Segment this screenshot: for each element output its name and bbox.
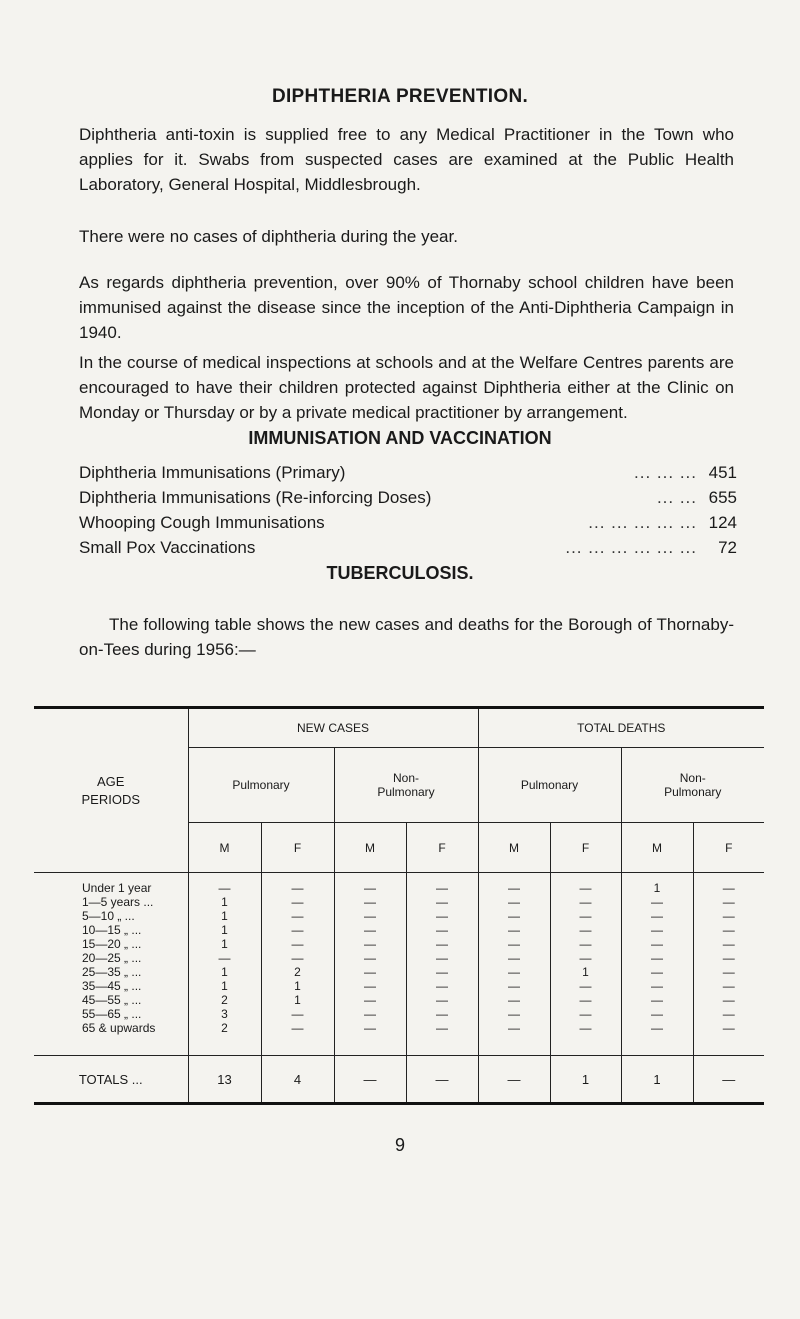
table-row bbox=[34, 873, 764, 896]
sex-header-m: M bbox=[621, 823, 693, 873]
count-cell: 1 bbox=[188, 937, 261, 951]
new-pulmonary-header: Pulmonary bbox=[188, 748, 334, 823]
count-cell: 3 bbox=[188, 1007, 261, 1021]
count-cell: — bbox=[722, 951, 735, 965]
table-totals-row bbox=[34, 1056, 764, 1104]
count-cell: — bbox=[261, 895, 334, 909]
count-cell: — bbox=[406, 895, 478, 909]
count-cell: — bbox=[261, 1007, 334, 1021]
table-row bbox=[34, 965, 764, 979]
count-cell: — bbox=[722, 909, 735, 923]
total-cell: 13 bbox=[188, 1056, 261, 1104]
count-cell: — bbox=[334, 895, 406, 909]
table-header-row bbox=[34, 708, 764, 748]
immunisation-list bbox=[79, 460, 737, 560]
table-row bbox=[34, 1007, 764, 1021]
table-row bbox=[34, 951, 764, 965]
sex-header-f: F bbox=[406, 823, 478, 873]
totals-label: TOTALS ... bbox=[34, 1056, 188, 1104]
immunisation-label: Diphtheria Immunisations (Re-inforcing Doses) bbox=[79, 488, 432, 507]
leader-dots: ... ... ... ... ... bbox=[588, 513, 697, 532]
total-cell: 4 bbox=[261, 1056, 334, 1104]
count-cell: — bbox=[406, 993, 478, 1007]
leader-dots: ... ... ... bbox=[634, 463, 697, 482]
leader-dots: ... ... ... ... ... ... bbox=[565, 538, 697, 557]
count-cell: — bbox=[406, 951, 478, 965]
count-cell: — bbox=[722, 965, 735, 979]
count-cell: 1 bbox=[188, 909, 261, 923]
count-cell: — bbox=[261, 937, 334, 951]
total-deaths-header: TOTAL DEATHS bbox=[478, 708, 764, 748]
total-cell: — bbox=[406, 1056, 478, 1104]
count-cell: — bbox=[188, 873, 261, 896]
immunisation-value: 124 bbox=[708, 513, 737, 532]
count-cell: — bbox=[334, 937, 406, 951]
count-cell: — bbox=[406, 979, 478, 993]
count-cell: — bbox=[621, 1007, 693, 1021]
paragraph-no-cases: There were no cases of diphtheria during the year. bbox=[79, 227, 458, 246]
count-cell: — bbox=[722, 979, 735, 993]
count-cell: — bbox=[334, 1007, 406, 1021]
count-cell: — bbox=[550, 937, 621, 951]
heading-tuberculosis: TUBERCULOSIS. bbox=[326, 563, 474, 583]
immunisation-label: Whooping Cough Immunisations bbox=[79, 513, 325, 532]
total-cell: — bbox=[693, 1056, 764, 1104]
sex-header-f: F bbox=[693, 823, 764, 873]
immunisation-label: Small Pox Vaccinations bbox=[79, 538, 256, 557]
count-cell: — bbox=[722, 937, 735, 951]
total-cell: 1 bbox=[621, 1056, 693, 1104]
age-period-cell: 15—20 „ ... bbox=[34, 937, 188, 951]
count-cell: — bbox=[406, 1007, 478, 1021]
non-pulmonary-line2: Pulmonary bbox=[664, 785, 722, 799]
table-body bbox=[34, 873, 764, 1056]
total-cell: 1 bbox=[550, 1056, 621, 1104]
count-cell: — bbox=[406, 937, 478, 951]
count-cell: — bbox=[621, 909, 693, 923]
count-cell: — bbox=[406, 1021, 478, 1056]
age-periods-header bbox=[34, 708, 188, 873]
count-cell: 1 bbox=[550, 965, 621, 979]
count-cell: — bbox=[478, 979, 550, 993]
count-cell: — bbox=[261, 873, 334, 896]
age-period-cell: 10—15 „ ... bbox=[34, 923, 188, 937]
table-row bbox=[34, 895, 764, 909]
count-cell: 1 bbox=[188, 923, 261, 937]
immunisation-value: 72 bbox=[718, 538, 737, 557]
count-cell: — bbox=[188, 951, 261, 965]
count-cell: 1 bbox=[188, 965, 261, 979]
count-cell: — bbox=[406, 965, 478, 979]
count-cell: — bbox=[722, 923, 735, 937]
count-cell: 2 bbox=[188, 993, 261, 1007]
paragraph-antitoxin: Diphtheria anti-toxin is supplied free to any Medical Practitioner in the Town who applies for it. Swabs from suspected cases are examined at the Public Health Laboratory, General Hospital, Middlesbrough. bbox=[79, 125, 734, 194]
count-cell: — bbox=[550, 993, 621, 1007]
count-cell: — bbox=[261, 909, 334, 923]
table-row bbox=[34, 923, 764, 937]
age-period-cell: 5—10 „ ... bbox=[34, 909, 188, 923]
count-cell: — bbox=[722, 1021, 735, 1035]
table-row bbox=[34, 993, 764, 1007]
age-period-cell: 25—35 „ ... bbox=[34, 965, 188, 979]
count-cell: — bbox=[478, 895, 550, 909]
table-row bbox=[34, 937, 764, 951]
sex-header-m: M bbox=[478, 823, 550, 873]
non-pulmonary-line1: Non- bbox=[392, 771, 419, 785]
count-cell: — bbox=[722, 881, 735, 895]
new-cases-header: NEW CASES bbox=[188, 708, 478, 748]
age-period-cell: 1—5 years ... bbox=[34, 895, 188, 909]
age-period-cell: 45—55 „ ... bbox=[34, 993, 188, 1007]
count-cell: — bbox=[478, 923, 550, 937]
sex-header-f: F bbox=[261, 823, 334, 873]
age-period-cell: Under 1 year bbox=[34, 873, 188, 896]
count-cell: — bbox=[550, 909, 621, 923]
count-cell: — bbox=[550, 873, 621, 896]
count-cell: — bbox=[334, 979, 406, 993]
count-cell: — bbox=[334, 909, 406, 923]
count-cell: — bbox=[334, 923, 406, 937]
count-cell: — bbox=[722, 1007, 735, 1021]
count-cell: — bbox=[478, 873, 550, 896]
count-cell: — bbox=[334, 993, 406, 1007]
non-pulmonary-line2: Pulmonary bbox=[377, 785, 435, 799]
count-cell: — bbox=[550, 1007, 621, 1021]
count-cell: — bbox=[722, 993, 735, 1007]
count-cell: — bbox=[478, 1021, 550, 1056]
heading-immunisation: IMMUNISATION AND VACCINATION bbox=[248, 428, 552, 448]
immunisation-value: 655 bbox=[708, 488, 737, 507]
table-row bbox=[34, 909, 764, 923]
count-cell: — bbox=[621, 923, 693, 937]
count-cell: — bbox=[334, 965, 406, 979]
sex-header-m: M bbox=[334, 823, 406, 873]
count-cell: — bbox=[621, 1021, 693, 1056]
deaths-pulmonary-header: Pulmonary bbox=[478, 748, 621, 823]
heading-diphtheria-prevention: DIPHTHERIA PREVENTION. bbox=[271, 86, 529, 107]
immunisation-label: Diphtheria Immunisations (Primary) bbox=[79, 463, 346, 482]
count-cell: — bbox=[478, 993, 550, 1007]
sex-header-m: M bbox=[188, 823, 261, 873]
page-number: 9 bbox=[394, 1135, 405, 1155]
age-period-cell: 20—25 „ ... bbox=[34, 951, 188, 965]
immunisation-row bbox=[79, 485, 737, 510]
count-cell: 2 bbox=[261, 965, 334, 979]
sex-header-f: F bbox=[550, 823, 621, 873]
count-cell: — bbox=[550, 951, 621, 965]
immunisation-value: 451 bbox=[708, 463, 737, 482]
new-non-pulmonary-header bbox=[334, 748, 478, 823]
immunisation-row bbox=[79, 510, 737, 535]
immunisation-row bbox=[79, 535, 737, 560]
deaths-non-pulmonary-header bbox=[621, 748, 764, 823]
count-cell: 1 bbox=[261, 993, 334, 1007]
count-cell: — bbox=[478, 909, 550, 923]
count-cell: — bbox=[406, 909, 478, 923]
paragraph-prevention: As regards diphtheria prevention, over 90% of Thornaby school children have been immunised against the disease since the inception of the Anti-Diphtheria Campaign in 1940. bbox=[79, 273, 734, 342]
count-cell: — bbox=[478, 1007, 550, 1021]
count-cell: — bbox=[621, 951, 693, 965]
age-period-cell: 65 & upwards bbox=[34, 1021, 188, 1056]
count-cell: — bbox=[406, 923, 478, 937]
non-pulmonary-line1: Non- bbox=[679, 771, 706, 785]
immunisation-row bbox=[79, 460, 737, 485]
table-row bbox=[34, 1021, 764, 1056]
total-cell: — bbox=[334, 1056, 406, 1104]
count-cell: — bbox=[478, 951, 550, 965]
count-cell: — bbox=[550, 979, 621, 993]
leader-dots: ... ... bbox=[656, 488, 697, 507]
age-header-line1: AGE bbox=[97, 773, 125, 789]
count-cell: 1 bbox=[621, 873, 693, 896]
count-cell: — bbox=[621, 937, 693, 951]
count-cell: — bbox=[478, 937, 550, 951]
count-cell: — bbox=[621, 993, 693, 1007]
table-row bbox=[34, 979, 764, 993]
count-cell: — bbox=[550, 923, 621, 937]
count-cell: 1 bbox=[261, 979, 334, 993]
count-cell: — bbox=[550, 895, 621, 909]
age-period-cell: 55—65 „ ... bbox=[34, 1007, 188, 1021]
count-cell: — bbox=[261, 923, 334, 937]
tuberculosis-table bbox=[34, 706, 764, 1105]
paragraph-inspections: In the course of medical inspections at schools and at the Welfare Centres parents are encouraged to have their children protected against Diphtheria either at the Clinic on Monday or Thursday or by a private medical practitioner by arrangement. bbox=[79, 353, 734, 422]
count-cell: — bbox=[261, 1021, 334, 1056]
count-cell: — bbox=[406, 873, 478, 896]
count-cell: — bbox=[334, 951, 406, 965]
count-cell: — bbox=[550, 1021, 621, 1056]
age-header-line2: PERIODS bbox=[81, 791, 140, 807]
count-cell: — bbox=[478, 965, 550, 979]
count-cell: 1 bbox=[188, 979, 261, 993]
count-cell: — bbox=[621, 895, 693, 909]
paragraph-table-intro: The following table shows the new cases and deaths for the Borough of Thornaby-on-Tees during 1956:— bbox=[79, 615, 734, 659]
count-cell: — bbox=[334, 873, 406, 896]
count-cell: — bbox=[261, 951, 334, 965]
count-cell: — bbox=[621, 979, 693, 993]
tuberculosis-table-wrapper bbox=[34, 706, 764, 1087]
count-cell: — bbox=[621, 965, 693, 979]
count-cell: — bbox=[334, 1021, 406, 1056]
count-cell: 1 bbox=[188, 895, 261, 909]
count-cell: 2 bbox=[188, 1021, 261, 1056]
total-cell: — bbox=[478, 1056, 550, 1104]
count-cell: — bbox=[722, 895, 735, 909]
age-period-cell: 35—45 „ ... bbox=[34, 979, 188, 993]
